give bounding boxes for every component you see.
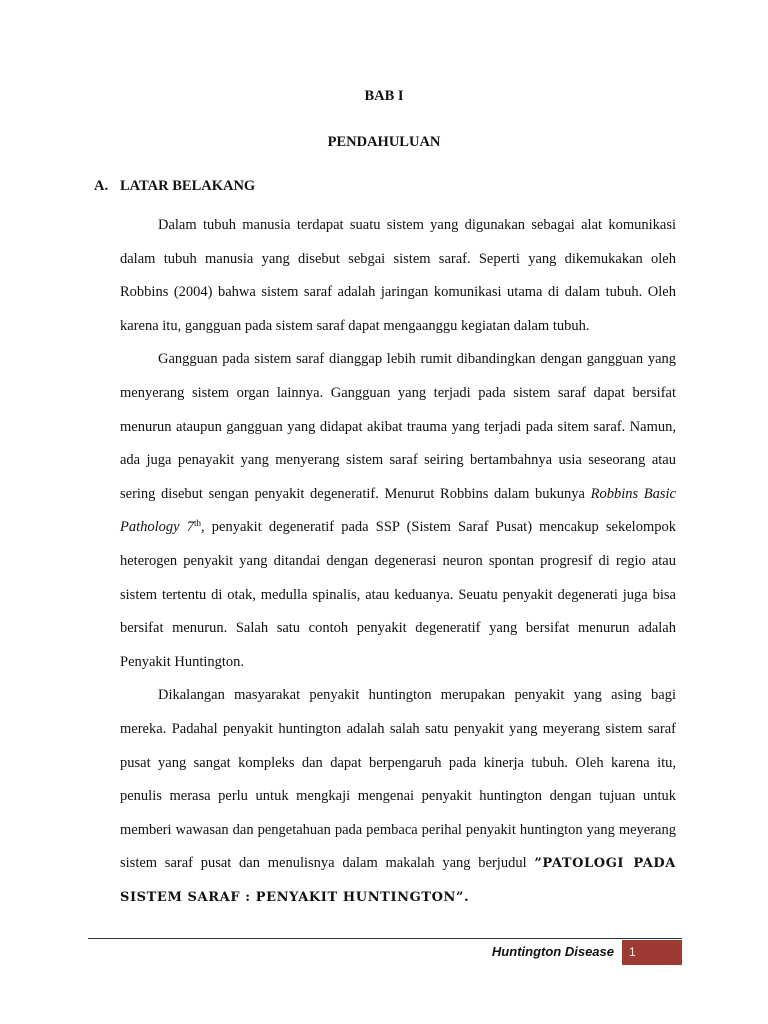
paragraph-2-part-b: , penyakit degeneratif pada SSP (Sistem Saraf Pusat) mencakup sekelompok heterogen penyakit yang ditandai dengan degenerasi neuron spontan progresif di regio atau sistem tertentu di otak, medulla spinalis, atau keduanya. Seuatu penyakit degenerati juga bisa bersifat menurun. Salah satu contoh penyakit degeneratif yang bersifat menurun adalah Penyakit Huntington. — [120, 519, 676, 670]
body-text — [120, 209, 676, 914]
section-heading — [94, 178, 255, 195]
paragraph-3 — [120, 679, 676, 914]
paragraph-3-part-a: Dikalangan masyarakat penyakit huntington merupakan penyakit yang asing bagi mereka. Padahal penyakit huntington adalah salah satu penyakit yang meyerang sistem saraf pusat yang sangat kompleks dan dapat berpengaruh pada kinerja tubuh. Oleh karena itu, penulis merasa perlu untuk mengkaji mengenai penyakit huntington dengan tujuan untuk memberi wawasan dan pengetahuan pada pembaca perihal penyakit huntington yang meyerang sistem saraf pusat dan menulisnya dalam makalah yang berjudul — [120, 687, 676, 872]
section-letter: A. — [94, 178, 109, 194]
chapter-title: PENDAHULUAN — [327, 134, 441, 150]
book-edition-superscript: th — [194, 518, 202, 529]
section-title: LATAR BELAKANG — [120, 178, 256, 194]
footer-label: Huntington Disease — [491, 944, 614, 959]
paragraph-1: Dalam tubuh manusia terdapat suatu sistem yang digunakan sebagai alat komunikasi dalam tubuh manusia yang disebut sebgai sistem saraf. Seperti yang dikemukakan oleh Robbins (2004) bahwa sistem saraf adalah jaringan komunikasi utama di dalam tubuh. Oleh karena itu, gangguan pada sistem saraf dapat mengaanggu kegiatan dalam tubuh. — [120, 217, 676, 334]
book-title: Robbins Basic Pathology 7 — [120, 485, 676, 536]
page-number-badge: 1 — [622, 940, 682, 965]
paragraph-2-part-a: Gangguan pada sistem saraf dianggap lebih rumit dibandingkan dengan gangguan yang menyerang sistem organ lainnya. Gangguan yang terjadi pada sistem saraf dapat bersifat menurun ataupun gangguan yang didapat akibat trauma yang terjadi pada sitem saraf. Namun, ada juga penayakit yang menyerang sistem saraf seiring bertambahnya usia seseorang atau sering disebut sengan penyakit degeneratif. Menurut Robbins dalam bukunya — [120, 351, 676, 502]
chapter-number: BAB I — [364, 88, 404, 104]
paper-title: ”PATOLOGI PADA SISTEM SARAF : PENYAKIT HUNTINGTON”. — [120, 856, 676, 905]
footer-divider — [88, 938, 682, 939]
paragraph-2 — [120, 343, 676, 679]
